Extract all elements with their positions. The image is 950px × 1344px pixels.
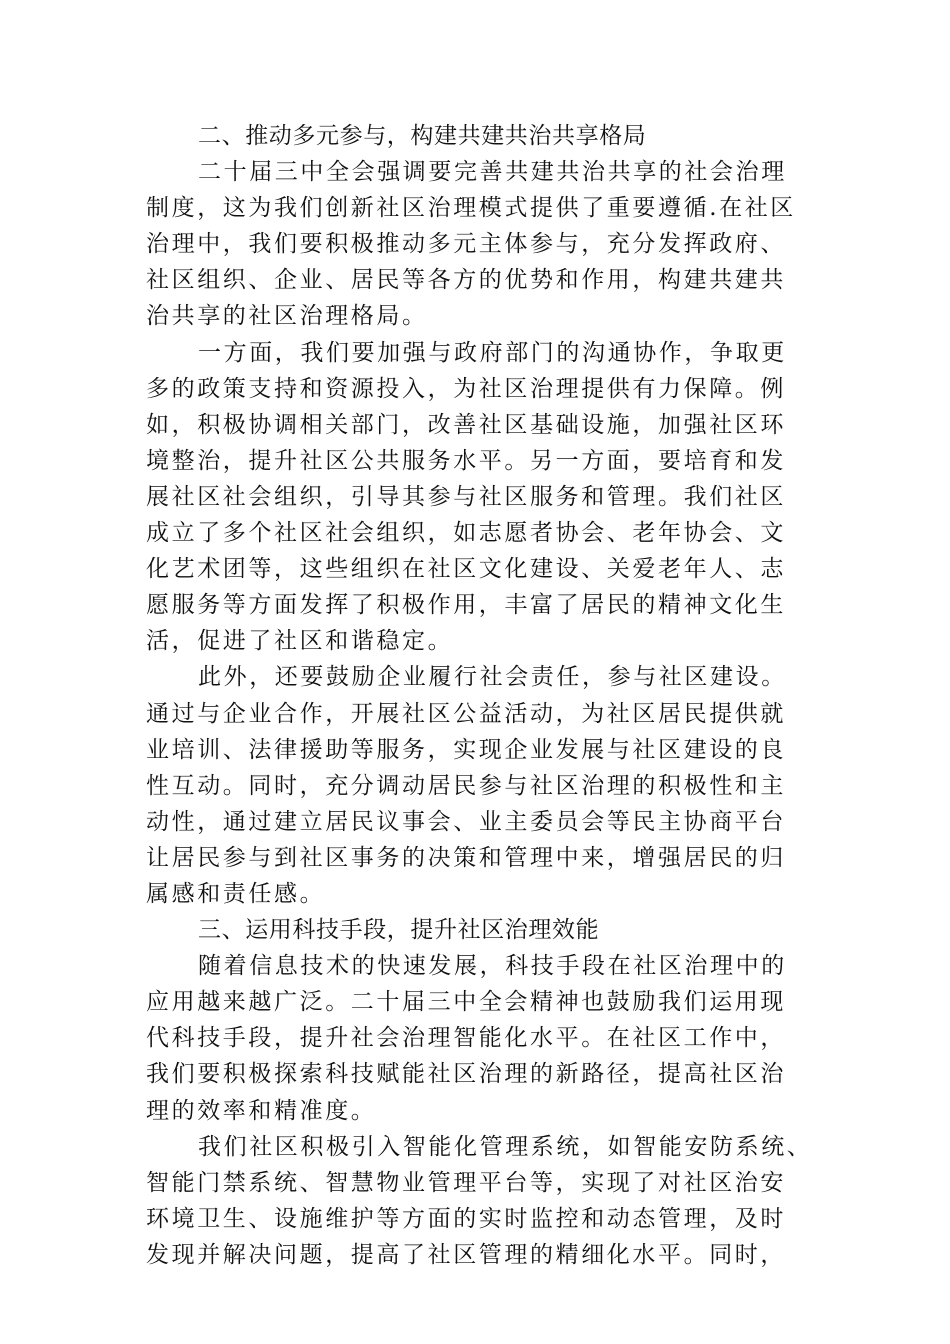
paragraph-line: 属感和责任感。 xyxy=(146,880,326,907)
paragraph-line: 应用越来越广泛。二十届三中全会精神也鼓励我们运用现 xyxy=(146,989,786,1016)
paragraph-line: 发现并解决问题，提高了社区管理的精细化水平。同时， xyxy=(146,1241,786,1268)
paragraph-line: 成立了多个社区社会组织，如志愿者协会、老年协会、文 xyxy=(146,520,786,547)
paragraph-first-line: 此外，还要鼓励企业履行社会责任，参与社区建设。 xyxy=(198,664,787,691)
section-heading: 三、运用科技手段，提升社区治理效能 xyxy=(198,917,600,944)
paragraph-line: 展社区社会组织，引导其参与社区服务和管理。我们社区 xyxy=(146,483,786,510)
paragraph-line: 让居民参与到社区事务的决策和管理中来，增强居民的归 xyxy=(146,844,786,871)
paragraph-line: 化艺术团等，这些组织在社区文化建设、关爱老年人、志 xyxy=(146,556,786,583)
paragraph-line: 社区组织、企业、居民等各方的优势和作用，构建共建共 xyxy=(146,267,786,294)
paragraph-line: 制度，这为我们创新社区治理模式提供了重要遵循.在社区 xyxy=(146,195,796,222)
paragraph-line: 治理中，我们要积极推动多元主体参与，充分发挥政府、 xyxy=(146,231,786,258)
paragraph-first-line: 一方面，我们要加强与政府部门的沟通协作，争取更 xyxy=(198,339,787,366)
paragraph-line: 治共享的社区治理格局。 xyxy=(146,303,428,330)
paragraph-line: 动性，通过建立居民议事会、业主委员会等民主协商平台 xyxy=(146,808,786,835)
paragraph-first-line: 随着信息技术的快速发展，科技手段在社区治理中的 xyxy=(198,953,787,980)
paragraph-line: 通过与企业合作，开展社区公益活动，为社区居民提供就 xyxy=(146,700,786,727)
paragraph-line: 业培训、法律援助等服务，实现企业发展与社区建设的良 xyxy=(146,736,786,763)
paragraph-first-line: 我们社区积极引入智能化管理系统，如智能安防系统、 xyxy=(198,1133,813,1160)
paragraph-first-line: 二十届三中全会强调要完善共建共治共享的社会治理 xyxy=(198,159,787,186)
paragraph-line: 愿服务等方面发挥了积极作用，丰富了居民的精神文化生 xyxy=(146,592,786,619)
paragraph-line: 性互动。同时，充分调动居民参与社区治理的积极性和主 xyxy=(146,772,786,799)
paragraph-line: 代科技手段，提升社会治理智能化水平。在社区工作中， xyxy=(146,1025,786,1052)
paragraph-line: 如，积极协调相关部门，改善社区基础设施，加强社区环 xyxy=(146,411,786,438)
paragraph-line: 理的效率和精准度。 xyxy=(146,1097,377,1124)
section-heading: 二、推动多元参与，构建共建共治共享格局 xyxy=(198,123,647,149)
document-body xyxy=(146,118,814,1273)
paragraph-line: 环境卫生、设施维护等方面的实时监控和动态管理，及时 xyxy=(146,1205,786,1232)
paragraph-line: 境整治，提升社区公共服务水平。另一方面，要培育和发 xyxy=(146,447,786,474)
paragraph-line: 我们要积极探索科技赋能社区治理的新路径，提高社区治 xyxy=(146,1061,786,1088)
paragraph-line: 活，促进了社区和谐稳定。 xyxy=(146,628,454,655)
paragraph-line: 智能门禁系统、智慧物业管理平台等，实现了对社区治安 xyxy=(146,1169,786,1196)
paragraph-line: 多的政策支持和资源投入，为社区治理提供有力保障。例 xyxy=(146,375,786,402)
